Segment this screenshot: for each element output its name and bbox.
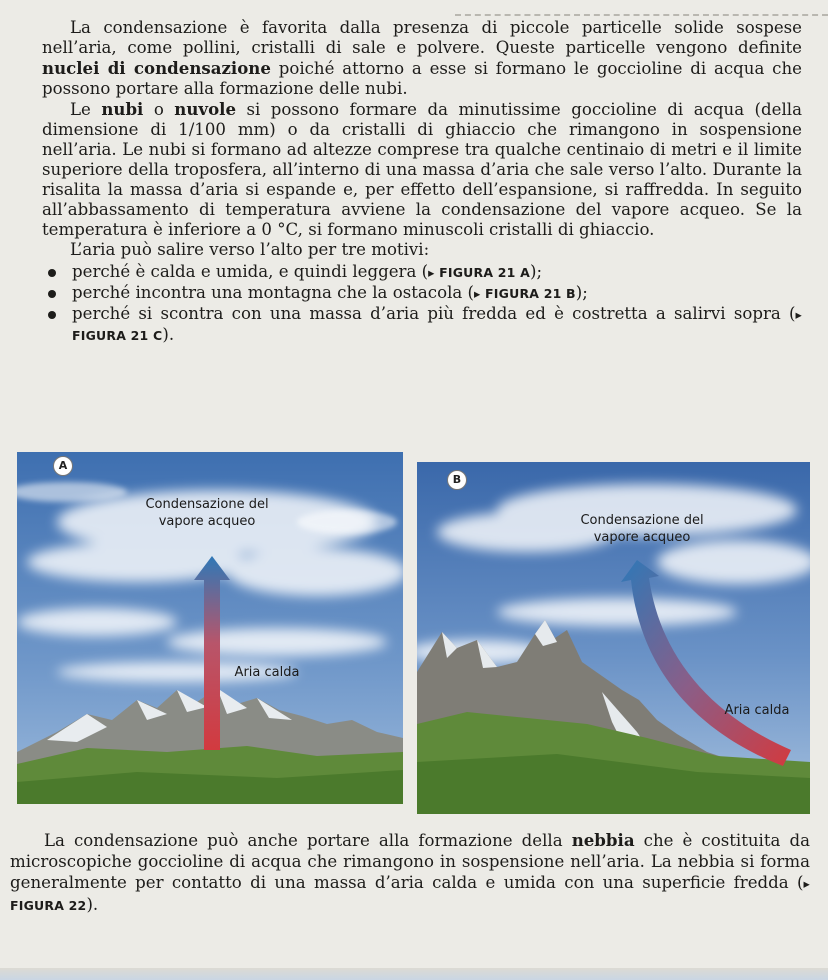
term-nubi: nubi (101, 99, 144, 119)
p4-text-1: La condensazione può anche portare alla formazione della (44, 831, 572, 850)
paragraph-nuclei (42, 18, 802, 99)
paragraph-nebbia (10, 830, 810, 916)
p2-text-2: o (143, 100, 175, 119)
figure-21c-link[interactable]: ▸ FIGURA 21 C (72, 307, 802, 343)
warm-air-label-b: Aria calda (724, 703, 790, 718)
condensation-label-a: Condensazione del vapore acqueo (145, 497, 269, 529)
bullet-text: perché si scontra con una massa d’aria più fredda ed è costretta a salirvi sopra ( (72, 304, 796, 323)
reasons-list (42, 262, 802, 346)
paragraph-motivi: L’aria può salire verso l’alto per tre motivi: (70, 240, 430, 259)
warm-air-label-a: Aria calda (234, 665, 300, 680)
term-nebbia: nebbia (571, 830, 635, 850)
figure-22-link[interactable]: ▸ FIGURA 22 (10, 876, 810, 913)
p4-end: ). (86, 895, 99, 914)
bullet-end: ). (162, 325, 175, 344)
p1-text-1: La condensazione è favorita dalla presenza di piccole particelle solide sospese nell’aria, come pollini, cristalli di sale e polvere. Queste particelle vengono definite (42, 18, 802, 57)
page-bottom-edge (0, 968, 828, 980)
figure-21a (17, 452, 403, 804)
term-nuclei: nuclei di condensazione (42, 58, 271, 78)
p4-text-2: che è costituita da microscopiche goccioline di acqua che rimangono in sospensione nell’aria. La nebbia si forma generalmente per contatto di una massa d’aria calda e umida con una superficie fredda ( (10, 831, 811, 892)
figure-a-badge: A (53, 456, 73, 476)
condensation-label-b: Condensazione del vapore acqueo (580, 513, 704, 545)
main-text (42, 18, 802, 346)
bullet-end: ); (575, 283, 588, 302)
paragraph-nubi (42, 99, 802, 240)
figure-b-badge: B (447, 470, 467, 490)
list-item (42, 262, 802, 283)
list-item (42, 283, 802, 304)
bullet-text: perché incontra una montagna che la ostacola ( (72, 283, 475, 302)
p2-text-3: si possono formare da minutissime goccioline di acqua (della dimensione di 1/100 mm) o da cristalli di ghiaccio che rimangono in sospensione nell’aria. Le nubi si formano ad altezze comprese tra qualche centinaio di metri e il limite superiore della troposfera, all’interno di una massa d’aria che sale verso l’alto. Durante la risalita la massa d’aria si espande e, per effetto dell’espansione, si raffredda. In seguito all’abbassamento di temperatura avviene la condensazione del vapore acqueo. Se la temperatura è inferiore a 0 °C, si formano minuscoli cristalli di ghiaccio. (42, 100, 802, 239)
bullet-text: perché è calda e umida, e quindi leggera ( (72, 262, 429, 281)
p2-text-1: Le (70, 100, 102, 119)
top-dashed-line (455, 14, 828, 16)
fog-paragraph (10, 830, 810, 916)
term-nuvole: nuvole (174, 99, 236, 119)
bullet-end: ); (530, 262, 543, 281)
list-item (42, 304, 802, 346)
p1-text-2: poiché attorno a esse si formano le goccioline di acqua che possono portare alla formazione delle nubi. (42, 59, 802, 98)
figure-21b (417, 462, 810, 814)
figure-21a-link[interactable]: ▸ FIGURA 21 A (428, 265, 530, 280)
figure-21b-link[interactable]: ▸ FIGURA 21 B (474, 286, 576, 301)
